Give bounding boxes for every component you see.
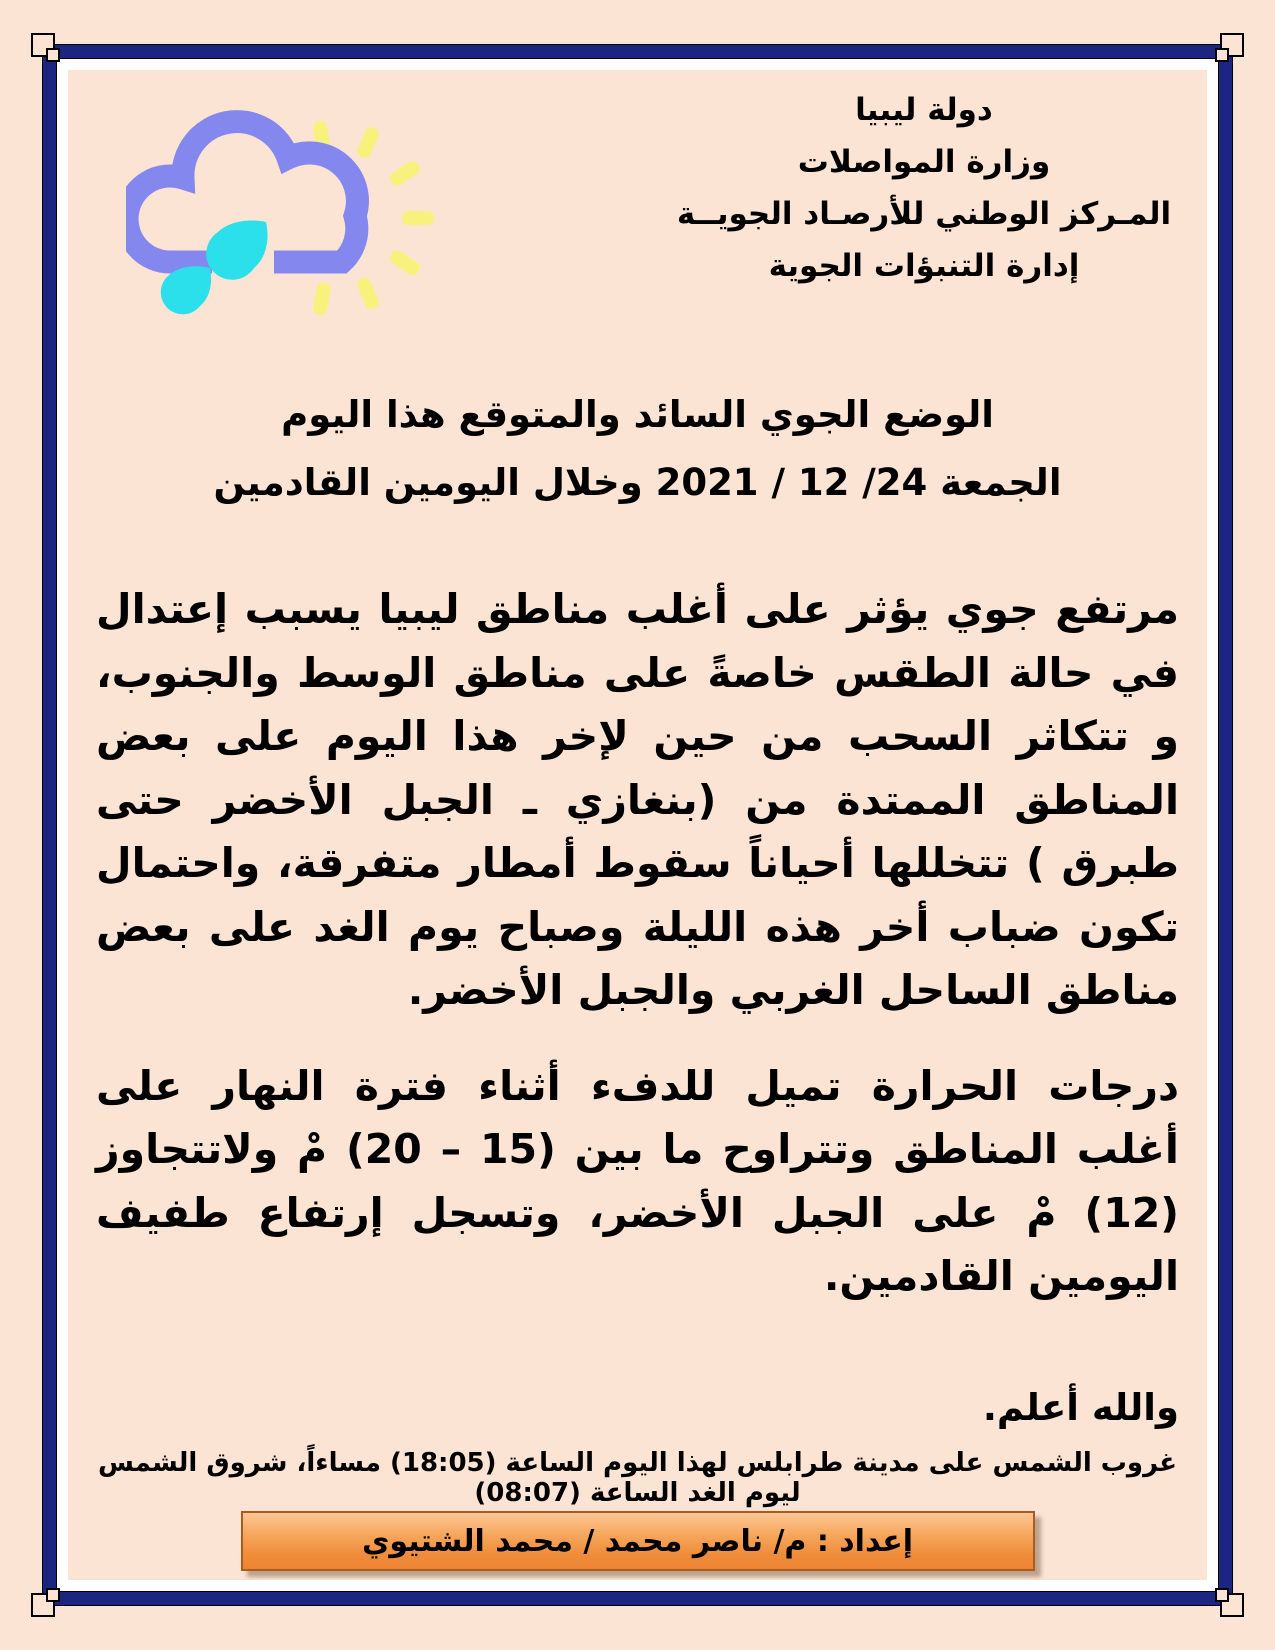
- sun-ray-icon: [402, 211, 434, 225]
- page-border-frame: [42, 44, 1233, 1606]
- prepared-by-box: [241, 1511, 1035, 1571]
- forecast-paragraph-2: درجات الحرارة تميل للدفء أثناء فترة النهار على أغلب المناطق وتتراوح ما بين (15 – 20) مْ ولاتتجاوز (12) مْ على الجبل الأخضر، وتسجل إرتفاع طفيف اليومين القادمين.: [96, 1061, 1179, 1301]
- sun-ray-icon: [312, 282, 331, 316]
- corner-ornament-bottom-left: [31, 1593, 55, 1617]
- sun-times-line: غروب الشمس على مدينة طرابلس لهذا اليوم الساعة (18:05) مساءاً، شروق الشمس ليوم الغد الساعة (08:07): [97, 1448, 1178, 1508]
- org-line-department: إدارة التنبؤات الجوية: [768, 248, 1080, 284]
- prepared-by-text: إعداد : م/ ناصر محمد / محمد الشتيوي: [361, 1523, 914, 1559]
- cloud-rain-sun-icon: [126, 100, 456, 320]
- title-block: [68, 392, 1207, 506]
- content-area: [68, 70, 1207, 1580]
- forecast-paragraph-1: مرتفع جوي يؤثر على أغلب مناطق ليبيا يسبب إعتدال في حالة الطقس خاصةً على مناطق الوسط والجنوب، و تتكاثر السحب من حين لإخر هذا اليوم على بعض المناطق الممتدة من (بنغازي ـ الجبل الأخضر حتى طبرق ) تتخللها أحياناً سقوط أمطار متفرقة، واحتمال تكون ضباب أخر هذه الليلة وصباح يوم الغد على بعض مناطق الساحل الغربي والجبل الأخضر.: [96, 585, 1179, 1015]
- org-line-ministry: وزارة المواصلات: [797, 144, 1051, 180]
- org-line-center: المـركز الوطني للأرصـاد الجويــة: [676, 196, 1172, 232]
- corner-ornament-bottom-right: [1220, 1593, 1244, 1617]
- sun-ray-icon: [355, 125, 380, 160]
- sun-ray-icon: [388, 159, 422, 188]
- report-date-line: الجمعة 24/ 12 / 2021 وخلال اليومين القادمين: [213, 461, 1062, 504]
- org-header: [659, 84, 1189, 292]
- corner-ornament-top-right: [1220, 33, 1244, 57]
- forecast-body: [96, 578, 1179, 1436]
- corner-ornament-top-left: [31, 33, 55, 57]
- raindrop-icon: [206, 220, 267, 279]
- closing-phrase: والله أعلم.: [982, 1386, 1179, 1430]
- sun-ray-icon: [388, 248, 422, 277]
- report-title: الوضع الجوي السائد والمتوقع هذا اليوم: [281, 393, 994, 436]
- org-line-country: دولة ليبيا: [855, 92, 993, 128]
- sun-ray-icon: [355, 276, 380, 311]
